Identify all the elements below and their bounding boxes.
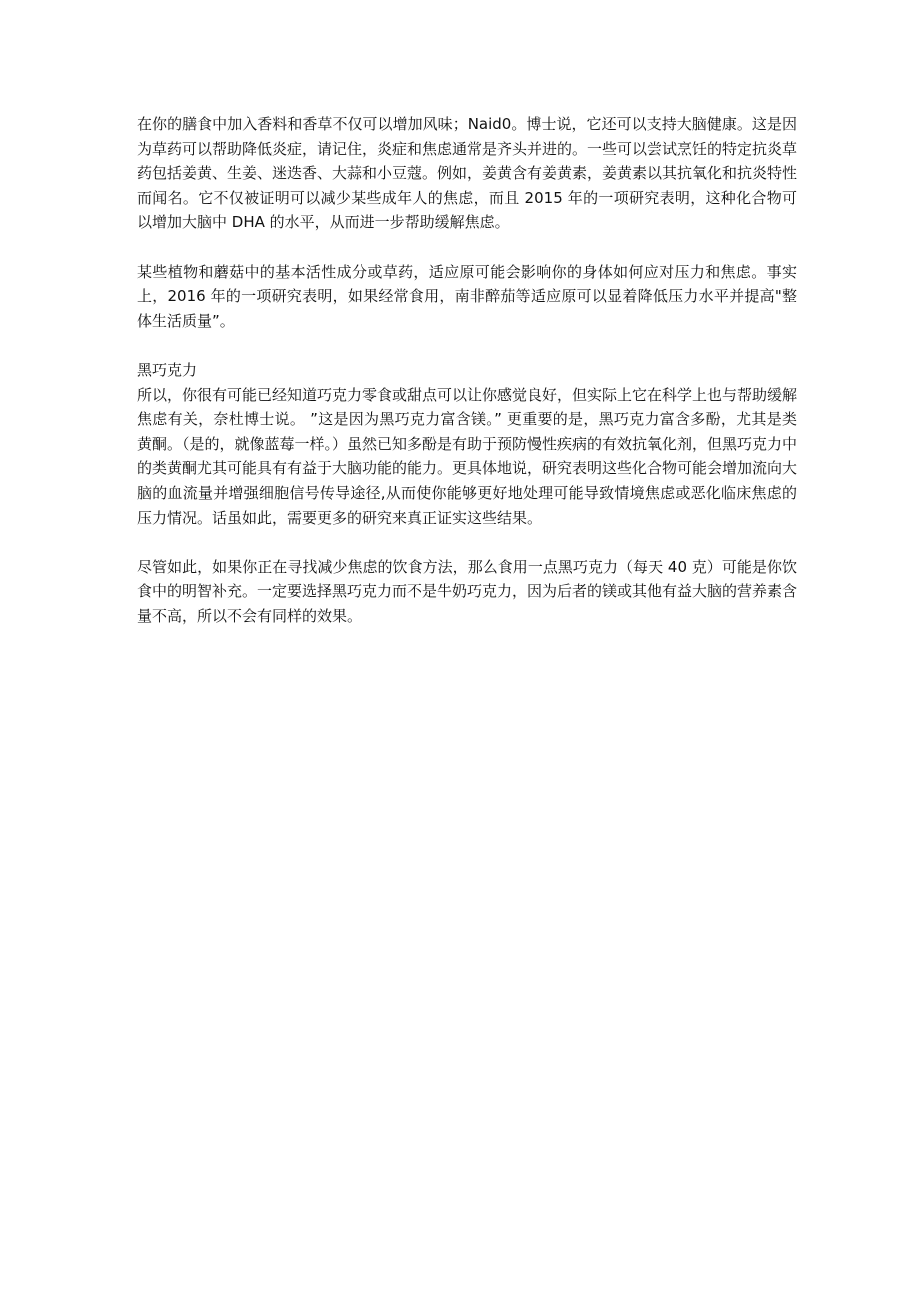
paragraph-spices-herbs: 在你的膳食中加入香料和香草不仅可以增加风味；Naid0。博士说，它还可以支持大脑健康。这是因为草药可以帮助降低炎症，请记住，炎症和焦虑通常是齐头并进的。一些可以尝试烹饪的特定抗炎草药包括姜黄、生姜、迷迭香、大蒜和小豆蔻。例如，姜黄含有姜黄素，姜黄素以其抗氧化和抗炎特性而闻名。它不仅被证明可以减少某些成年人的焦虑，而且 2015 年的一项研究表明，这种化合物可以增加大脑中 DHA 的水平，从而进一步帮助缓解焦虑。 bbox=[137, 115, 798, 232]
paragraph-dark-chocolate-amount: 尽管如此，如果你正在寻找减少焦虑的饮食方法，那么食用一点黑巧克力（每天 40 克）可能是你饮食中的明智补充。一定要选择黑巧克力而不是牛奶巧克力，因为后者的镁或其他有益大脑的营养素含量不高，所以不会有同样的效果。 bbox=[137, 557, 798, 625]
document-body bbox=[137, 112, 797, 653]
paragraph-adaptogens: 某些植物和蘑菇中的基本活性成分或草药，适应原可能会影响你的身体如何应对压力和焦虑。事实上，2016 年的一项研究表明，如果经常食用，南非醉茄等适应原可以显着降低压力水平并提高"整体生活质量”。 bbox=[137, 262, 797, 330]
section-heading-dark-chocolate: 黑巧克力 bbox=[137, 360, 198, 379]
paragraph-dark-chocolate: 所以，你很有可能已经知道巧克力零食或甜点可以让你感觉良好，但实际上它在科学上也与帮助缓解焦虑有关，奈杜博士说。 ”这是因为黑巧克力富含镁。” 更重要的是，黑巧克力富含多酚，尤其是类黄酮。（是的，就像蓝莓一样。）虽然已知多酚是有助于预防慢性疾病的有效抗氧化剂，但黑巧克力中的类黄酮尤其可能具有有益于大脑功能的能力。更具体地说，研究表明这些化合物可能会增加流向大脑的血流量并增强细胞信号传导途径,从而使你能够更好地处理可能导致情境焦虑或恶化临床焦虑的压力情况。话虽如此，需要更多的研究来真正证实这些结果。 bbox=[137, 385, 798, 527]
